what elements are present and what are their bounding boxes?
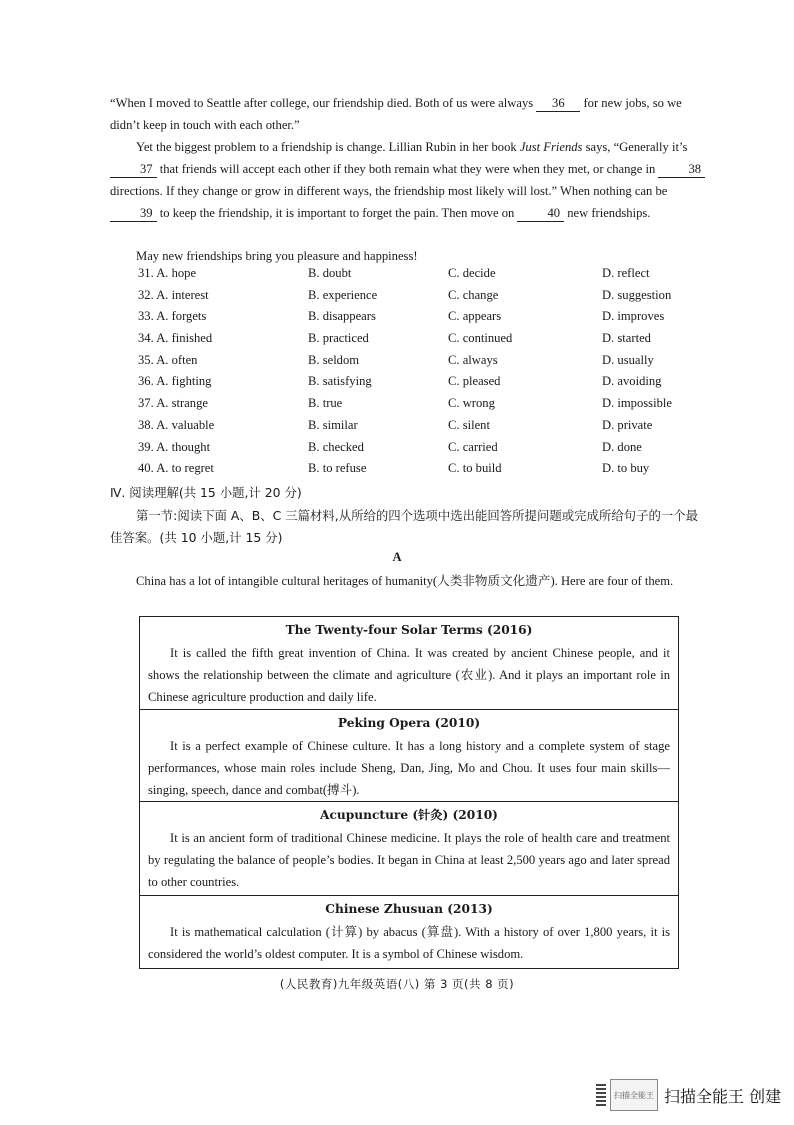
heritage-description: It is mathematical calculation (计算) by abacus (算盘). With a history of over 1,800 years, it is considered the world’s oldest computer. It is a symbol of Chinese wisdom. [148, 925, 670, 961]
cloze-paragraph-1: “When I moved to Seattle after college, our friendship died. Both of us were always 36 for new jobs, so we didn’t keep in touch with each other.” [110, 96, 682, 132]
option-row-38: 38. A. valuable B. similar C. silent D. private [138, 417, 653, 432]
scanner-logo: 扫描全能王 [610, 1079, 658, 1111]
options-list [138, 266, 738, 483]
option-row-40: 40. A. to regret B. to refuse C. to build D. to buy [138, 461, 650, 476]
heritage-item [140, 895, 678, 968]
heritage-item [140, 801, 678, 895]
heritage-description: It is called the fifth great invention of China. It was created by ancient Chinese people, and it shows the relationship between the climate and agriculture (农业). And it plays an important role in Chinese agriculture production and daily life. [148, 646, 670, 704]
heritage-description: It is an ancient form of traditional Chinese medicine. It plays the role of health care and treatment by regulating the balance of people’s bodies. It began in China at least 2,500 years ago and later spread to other countries. [148, 831, 670, 889]
heritage-title: Peking Opera (2010) [337, 716, 481, 730]
qr-code-icon [596, 1084, 606, 1106]
blank-39: 39 [110, 205, 157, 222]
blank-38: 38 [658, 161, 705, 178]
blank-37: 37 [110, 161, 157, 178]
section-heading: Ⅳ. 阅读理解(共 15 小题,计 20 分) [110, 485, 302, 500]
option-row-36: 36. A. fighting B. satisfying C. pleased D. avoiding [138, 374, 662, 389]
blank-36: 36 [536, 95, 580, 112]
option-row-32: 32. A. interest B. experience C. change D. suggestion [138, 287, 672, 302]
heritage-title: The Twenty-four Solar Terms (2016) [285, 623, 533, 637]
book-title: Just Friends [519, 140, 583, 154]
option-row-34: 34. A. finished B. practiced C. continued D. started [138, 331, 651, 346]
option-row-37: 37. A. strange B. true C. wrong D. impossible [138, 396, 672, 411]
option-row-35: 35. A. often B. seldom C. always D. usually [138, 352, 654, 367]
heritage-description: It is a perfect example of Chinese culture. It has a long history and a complete system of stage performances, whose main roles include Sheng, Dan, Jing, Mo and Chou. It uses four main skills—singing, speech, dance and combat(搏斗). [148, 739, 670, 797]
watermark-text: 扫描全能王 创建 [664, 1086, 782, 1106]
passage-label: A [392, 550, 402, 564]
passage-intro: China has a lot of intangible cultural heritages of humanity(人类非物质文化遗产). Here are four of them. [136, 574, 674, 588]
heritage-title: Chinese Zhusuan (2013) [325, 902, 493, 916]
option-row-39: 39. A. thought B. checked C. carried D. done [138, 439, 642, 454]
blank-40: 40 [517, 205, 564, 222]
option-row-33: 33. A. forgets B. disappears C. appears D. improves [138, 309, 665, 324]
section-instruction: 第一节:阅读下面 A、B、C 三篇材料,从所给的四个选项中选出能回答所提问题或完成所给句子的一个最佳答案。(共 10 小题,计 15 分) [110, 508, 699, 545]
cloze-paragraph-2: Yet the biggest problem to a friendship is change. Lillian Rubin in her book Just Friends says, “Generally it’s 37 that friends will accept each other if they both remain what they were when they met, or change in 38 directions. If they change or grow in different ways, the friendship most likely will lost.” When nothing can be 39 to keep the friendship, it is important to forget the pain. Then move on 40 new friendships. [110, 136, 710, 224]
option-row-31: 31. A. hope B. doubt C. decide D. reflect [138, 266, 650, 280]
cloze-paragraph-3: May new friendships bring you pleasure and happiness! [136, 249, 418, 263]
scanner-watermark [596, 1079, 781, 1111]
heritage-title: Acupuncture (针灸) (2010) [320, 808, 498, 822]
page-footer: (人民教育)九年级英语(八) 第 3 页(共 8 页) [279, 977, 515, 991]
heritage-table [139, 616, 679, 969]
heritage-item [140, 709, 678, 801]
heritage-item [140, 617, 678, 709]
